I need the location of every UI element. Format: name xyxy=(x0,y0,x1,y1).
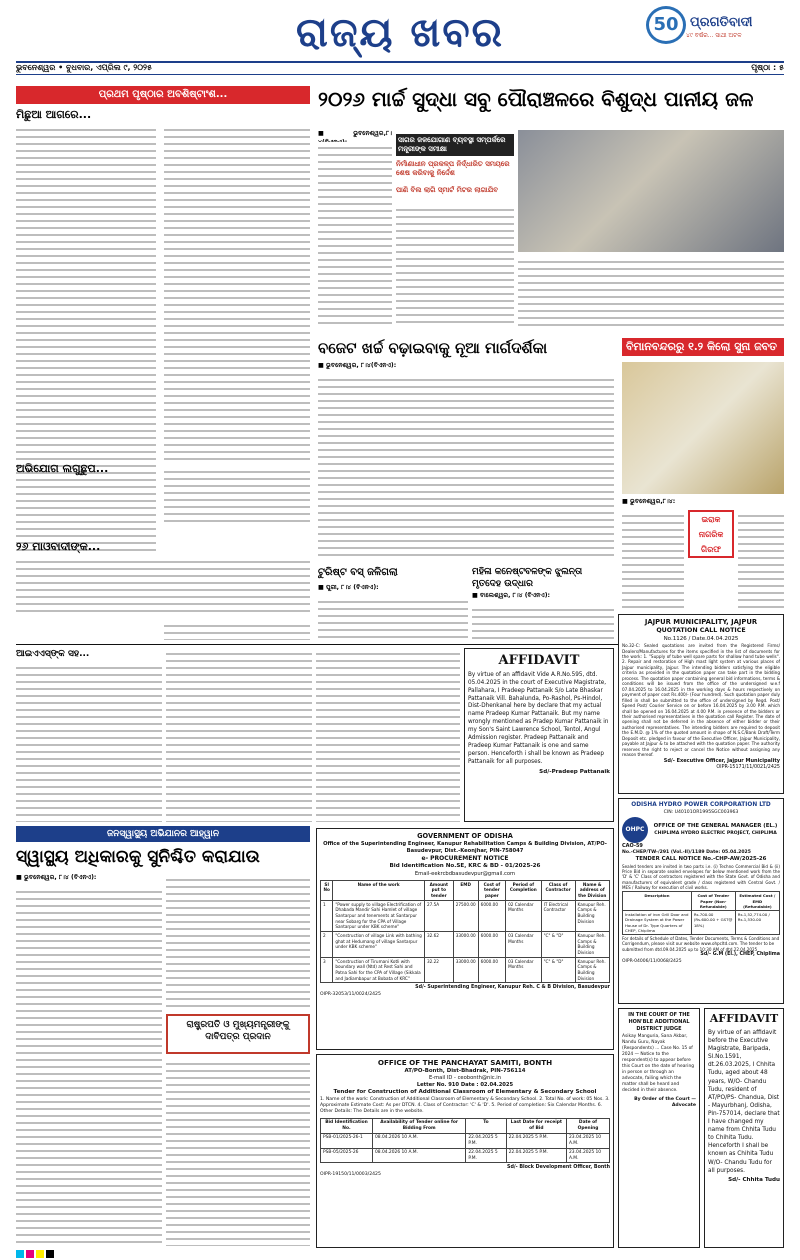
registration-marks xyxy=(16,1250,54,1258)
affidavit2-sign: Sd/- Chhita Tudu xyxy=(728,1176,780,1183)
city-date: ଭୁବନେଶ୍ୱର • ବୁଧବାର, ଏପ୍ରିଲ ୯, ୨୦୨୫ xyxy=(16,63,153,73)
ohpc-footer: For details of Schedule of Dates, Tender Documents, Terms & Conditions and Corrigendum, please visit our website www.ohpcltd.com. The tender to be submitted from dtd.09.04.2025 up to 10:30 AM of dtd.22.04.2025 xyxy=(622,936,780,952)
health-text-2 xyxy=(166,874,310,1010)
rehab-sign: Sd/- Superintending Engineer, Kanupur Reh. C & B Division, Basudevpur xyxy=(415,985,610,991)
lead-bullet-1: ନିର୍ମାଣାଧୀନ ପ୍ରକଳ୍ପ ନିର୍ଦ୍ଧାରିତ ସମୟରେ ଶେଷ କରିବାକୁ ନିର୍ଦ୍ଦେଶ xyxy=(396,160,510,178)
story-head-2: ଅଭିଯୋଗ ଲଗୁଛୁପ... xyxy=(16,462,109,475)
lead-side-head: ସାଗର ଜଳଯୋଗାଣ ବ୍ୟବସ୍ଥା ସମ୍ପର୍କରେ ମନ୍ତ୍ରୀଙ୍କ ସମୀକ୍ଷା xyxy=(396,134,514,156)
rehab-tender-ad xyxy=(316,828,614,1050)
court-title: IN THE COURT OF THE HON'BLE ADDITIONAL DISTRICT JUDGE xyxy=(628,1012,690,1032)
rehab-col-header: Class of Contractor xyxy=(541,880,575,900)
ohpc-office: OFFICE OF THE GENERAL MANAGER (EL.) xyxy=(653,823,778,830)
rehab-ipr: OIPR-32053/11/0024/2425 xyxy=(320,992,381,998)
budget-text xyxy=(318,374,614,558)
ohpc-plant: CHIPLIMA HYDRO ELECTRIC PROJECT, CHIPLIMA xyxy=(654,830,777,836)
page-number: ପୃଷ୍ଠା : ୫ xyxy=(751,63,784,73)
rehab-table-cell: 33000.00 xyxy=(453,957,478,983)
story-head-3: ୨୬ ମାଓବାଦୀଙ୍କ... xyxy=(16,540,101,553)
ohpc-cao: CAO-59 xyxy=(622,843,643,849)
rehab-table-cell: 27500.00 xyxy=(453,900,478,931)
lead-text-col-3 xyxy=(518,256,784,328)
rehab-table-cell: 2 xyxy=(321,931,333,957)
rehab-table-cell: "C" & "D" xyxy=(541,931,575,957)
jajpur-quotation-ad xyxy=(618,614,784,794)
rehab-table-cell: 27.5A xyxy=(424,900,453,931)
page-title: ରାଜ୍ୟ ଖବର xyxy=(296,9,504,56)
badge-line-3: ଗିରଫ xyxy=(701,545,721,554)
bonth-sign: Sd/- Block Development Officer, Bonth xyxy=(507,1165,610,1171)
yellow-mark xyxy=(36,1250,44,1258)
rehab-table-cell: "Power supply to village Electrification of Dhabada Mandir Sahi Hamlet of village Santarpur and tenements at Santarpur near Sobarg for the CPA of Village Santarpur under KBK scheme" xyxy=(333,900,425,931)
ohpc-sign: Sd/- G.M (El.), CHEP, Chiplima xyxy=(700,952,780,958)
rehab-col-header: Cost of tender paper xyxy=(478,880,505,900)
story-text-1 xyxy=(16,124,156,582)
ohpc-ipr: OIPR-04006/11/0068/2425 xyxy=(622,958,682,964)
bonth-table xyxy=(320,1118,610,1164)
bonth-table-cell: 08.04.2026 10 A.M. xyxy=(372,1148,465,1163)
rehab-table-cell: 6000.00 xyxy=(478,931,505,957)
rehab-gov: GOVERNMENT OF ODISHA xyxy=(417,832,513,840)
airport-headline: ବିମାନବନ୍ଦରରୁ ୧.୨ କିଲୋ ସୁନା ଜବତ xyxy=(622,338,784,356)
continued-text-3 xyxy=(316,648,460,822)
rehab-table-cell: 6000.00 xyxy=(478,900,505,931)
lead-text-col-1 xyxy=(318,142,392,328)
continued-text-2 xyxy=(166,648,312,822)
bonth-col-header: Date of Opening xyxy=(566,1118,609,1133)
budget-headline: ବଜେଟ ଖର୍ଚ୍ଚ ବଢ଼ାଇବାକୁ ନୂଆ ମାର୍ଗଦର୍ଶିକା xyxy=(318,339,548,357)
bonth-address: AT/PO-Bonth, Dist-Bhadrak, PIN-756114 xyxy=(404,1067,526,1074)
tourist-headline: ଟୁରିଷ୍ଟ ବସ୍ ଜଳିଗଲା xyxy=(318,567,398,578)
affidavit-ad-2 xyxy=(704,1008,784,1248)
rehab-bid: Bid Identification No.SE, KRC & BD - 01/2025-26 xyxy=(389,863,541,870)
ohpc-td-emd: Rs.1,52,774.00 / Rs.1,530.00 xyxy=(735,911,779,935)
affidavit2-body: By virtue of an affidavit before the Executive Magistrate, Baripada, Sl.No.1591, dt.26.03.2025, I Chhita Tudu, aged about 48 years, W/O- Chandu Tudu, resident of AT/PO/PS- Chandua, Dist - Mayurbhanj, Odisha, Pin-757014, declare that I have changed my name from Chhita Tudu to Chihita Tudu. Henceforth I shall be known as Chihita Tudu W/O- Chandu Tudu for all purposes. xyxy=(708,1029,780,1174)
affidavit2-title: AFFIDAVIT xyxy=(709,1012,779,1025)
magenta-mark xyxy=(26,1250,34,1258)
jajpur-sign: Sd/- Executive Officer, Jajpur Municipality xyxy=(663,757,780,764)
rehab-table-cell: 32.22 xyxy=(424,957,453,983)
anniversary-logo: 50 xyxy=(646,6,686,44)
bonth-email: E-mail ID - ceobonth@nic.in xyxy=(428,1075,502,1082)
bonth-ipr: OIPR-19150/11/0003/2425 xyxy=(320,1172,381,1178)
rehab-table-cell: Kanupur Reh. Camps & Building Division xyxy=(575,931,609,957)
lead-dateline: ■ ଭୁବନେଶ୍ୱର,୮। xyxy=(318,130,392,137)
health-text-3 xyxy=(166,1058,310,1246)
affidavit-title: AFFIDAVIT xyxy=(498,653,580,668)
bonth-col-header: Bid Identification No. xyxy=(321,1118,373,1133)
constable-headline: ମହିଳା କନେଷ୍ଟବଳଙ୍କ ଝୁଲନ୍ତା ମୃତଦେହ ଉଦ୍ଧାର xyxy=(472,567,583,589)
affidavit-ad-1 xyxy=(464,648,614,822)
ohpc-company: ODISHA HYDRO POWER CORPORATION LTD xyxy=(631,802,771,808)
story-text-1b xyxy=(164,124,310,464)
mid-left-text xyxy=(164,620,310,640)
jajpur-body: No.32-C: Sealed quotations are invited from the Registered Firms/ Dealers/Manufactures for the items specified in the list of documents for the work: 1. "Supply of tube well spare parts for shallow hand tube wells". 2. Repair and restoration of High mast light system at various places of Jajpur municipality, Jajpur. The intending bidders satisfying the eligible criteria as provided in the quotation paper can take part in the bidding process. The quotation paper containing general bid informations, terms & conditions will be issued from the office of the undersigned w.e.f 07.04.2025 to 16.04.2025 in the working days & hours respectively on payment of paper cost Rs.400/- (Four hundred). Such quotation paper duly filled in shall be submitted to the office of undersigned by Regd. Post/ Speed Post/ Courier Service on or before 16.04.2025 by 3.00 P.M. which shall be opened on 16.04.2025 at 4.00 P.M. in presence of the bidders or their authorised representatives in the quotation call Register. The date of opening shall not be deferred in the absence of either bidder or their authorised representatives. The intending bidders are required to deposit the E.M.D. @ 1% of the quoted amount in shape of N.S.C/Bank Draft/Term Deposit etc. pledged in favour of the Executive Officer, Jajpur Municipality, payable at Jajpur & to be attached with the quotation paper. The authority reserves the right to reject or cancel the Notice without assigning any reason thereof. xyxy=(622,643,780,758)
jajpur-title: JAJPUR MUNICIPALITY, JAJPUR xyxy=(644,618,758,626)
ohpc-th-desc: Description xyxy=(623,892,692,911)
rehab-table-cell: Kanupur Reh. Camps & Building Division xyxy=(575,957,609,983)
continued-banner: ପ୍ରଥମ ପୃଷ୍ଠାର ଅବଶିଷ୍ଟାଂଶ... xyxy=(16,86,310,104)
rehab-col-header: Sl No xyxy=(321,880,333,900)
badge-line-2: ନାଗରିକ xyxy=(698,530,724,539)
bonth-table-cell: 23.04.2025 10 A.M. xyxy=(566,1133,609,1148)
tourist-text xyxy=(318,596,468,640)
bonth-col-header: To xyxy=(466,1118,506,1133)
story-text-3 xyxy=(16,556,310,612)
health-text-1 xyxy=(16,886,162,1246)
bonth-body: 1. Name of the work: Construction of Additional Classroom of Elementary & Secondary School. 2. Total No. of work: 05 Nos. 3. Approximate Estimate Cost: As per DTCN. 4. Class of Contractor: 'C' & 'D'. 5. Period of completion: Six Calendar Months. 6. Other Details: The Details are in the website. xyxy=(320,1096,610,1115)
lead-bullet-2: ପାଣି ବିଲ ଲାଗି ସ୍ମାର୍ଟ ମିଟର ଲାଗାଯିବ xyxy=(396,186,499,194)
ohpc-td-desc: Installation of iron Grill Door and Drainage System at the Power House of Dr. Type Quarters of CHEP, Chiplima xyxy=(623,911,692,935)
bonth-table-cell: PSB-01/2025-26-1 xyxy=(321,1133,373,1148)
bonth-table-cell: 22.04.2025 5 P.M. xyxy=(466,1148,506,1163)
rehab-table-cell: 33000.00 xyxy=(453,931,478,957)
ohpc-td-cost: Rs.700.00 (Rs.600.00 + GST@ 18%) xyxy=(691,911,735,935)
meeting-photo xyxy=(518,130,784,252)
health-banner: ଜନସ୍ୱାସ୍ଥ୍ୟ ଅଭିଯାନର ଆହ୍ୱାନ xyxy=(16,826,310,842)
bonth-table-cell: 23.04.2025 10 A.M. xyxy=(566,1148,609,1163)
gold-seizure-photo xyxy=(622,362,784,494)
rehab-table-row xyxy=(321,900,610,931)
jajpur-ref: No.1126 / Date.04.04.2025 xyxy=(663,635,739,642)
rehab-table-cell: 03 Calendar Months xyxy=(506,957,542,983)
rehab-table-cell: 02 Calendar Months xyxy=(506,900,542,931)
rehab-table-cell: 1 xyxy=(321,900,333,931)
continued-head: ଆଇଏଏସ୍‌ଙ୍କ ସହ... xyxy=(16,649,90,659)
rehab-office: Office of the Superintending Engineer, Kanupur Rehabilitation Camps & Building Division, AT/PO-Basudevpur, Dist.-Keonjhar, PIN-758047 xyxy=(323,840,607,854)
ohpc-ref: No.-CHEP/TW-/291 (Vol.-II)/1189 Date: 05.04.2025 xyxy=(622,850,751,855)
rehab-table-cell: 03 Calendar Months xyxy=(506,931,542,957)
constable-dateline: ■ ବାଲେଶ୍ୱର, ୮।୪ (ବିଏନଏ): xyxy=(472,592,551,599)
rehab-table-row xyxy=(321,957,610,983)
badge-line-1: ଇରାକ xyxy=(701,515,721,524)
bonth-table-row xyxy=(321,1148,610,1163)
rehab-table-cell: "Construction of village Link with bathing ghat at Hedumang of village Santarpur under KBK scheme" xyxy=(333,931,425,957)
ohpc-logo: OHPC xyxy=(622,817,648,843)
jajpur-ipr: OIPR-15171/11/0021/2425 xyxy=(716,764,780,770)
affidavit-body: By virtue of an affidavit Vide A.R.No.595, dtd. 05.04.2025 in the court of Executive Magistrate, Pallahara, I Pradeep Pattanaik S/o Late Bhaskar Pattanaik Vill. Bahalunda, Po-Rashol, Ps-Hindol, Dist-Dhenkanal here by declare that my actual name Pradeep Kumar Pattanaik. But my name wrongly mentioned as Pradep Kumar Pattanaik in my Son's Saint Lawrence School, Tentol, Angul Admission register. Pradeep Pattanaik and Pradeep Kumar Pattanaik is one and same person. Henceforth i shall be known as Pradeep Pattanaik for all purposes. xyxy=(468,671,609,766)
bonth-table-row xyxy=(321,1133,610,1148)
bonth-table-cell: 22.04.2025 5 P.M. xyxy=(506,1133,566,1148)
court-sign: By Order of the Court — Advocate xyxy=(634,1096,696,1109)
rehab-col-header: EMD xyxy=(453,880,478,900)
rehab-email: Email-eekrcbdbasudevpur@gmail.com xyxy=(414,870,516,877)
rehab-col-header: Amount put to tender xyxy=(424,880,453,900)
ohpc-th-emd: Estimated Cost / EMD (Refundable) xyxy=(735,892,779,911)
story-head-1: ମିଛୁଆ ଆଗରେ... xyxy=(16,108,92,121)
ohpc-body: Sealed tenders are invited in two parts i.e. (i) Techno Commercial Bid & (ii) Price Bid in separate sealed envelopes for below mentioned work from the 'D' & 'C' Class of contractors registered with the State Govt. of Odisha and manufacturers of equivalent grade / class registered with Central Govt. / MES / Railway for execution of civil works. xyxy=(622,863,780,890)
airport-badge xyxy=(688,510,734,558)
continued-text-1 xyxy=(16,662,162,822)
ohpc-tender-ad xyxy=(618,798,784,1004)
newspaper-brand: ପ୍ରଗତିବାଦୀ xyxy=(690,15,753,30)
bonth-table-cell: 22.04.2025 5 P.M. xyxy=(506,1148,566,1163)
cyan-mark xyxy=(16,1250,24,1258)
rehab-col-header: Period of Completion xyxy=(506,880,542,900)
bonth-table-cell: PSB-05/2025-26 xyxy=(321,1148,373,1163)
rehab-table-cell: Kanupur Reh. Camps & Building Division xyxy=(575,900,609,931)
brand-tagline: ୪୯ ବର୍ଷର... ସାଥୀ ଅଟଳ xyxy=(686,32,742,39)
airport-text xyxy=(622,510,684,610)
bonth-col-header: Last Date for receipt of Bid xyxy=(506,1118,566,1133)
lead-text-col-2 xyxy=(396,204,514,328)
story-text-2 xyxy=(164,466,310,526)
rehab-notice: e- PROCUREMENT NOTICE xyxy=(421,854,509,862)
rehab-table-cell: 6000.00 xyxy=(478,957,505,983)
jajpur-subtitle: QUOTATION CALL NOTICE xyxy=(656,627,746,635)
bonth-col-header: Availability of Tender online for Bidding From xyxy=(372,1118,465,1133)
affidavit-sign: Sd/-Pradeep Pattanaik xyxy=(539,769,610,776)
lead-headline: ୨୦୨୬ ମାର୍ଚ୍ଚ ସୁଦ୍ଧା ସବୁ ପୌରାଞ୍ଚଳରେ ବିଶୁଦ୍ଧ ପାନୀୟ ଜଳ xyxy=(318,87,754,111)
tourist-dateline: ■ ପୁରୀ, ୮।୪ (ବିଏନଏ): xyxy=(318,584,379,591)
ohpc-notice-title: TENDER CALL NOTICE No.-CHP-AW/2025-26 xyxy=(635,856,767,863)
rehab-table-cell: "Construction of Tirumani Kotli with boundary wall (Ntd) at Rest Sahi and Patna Sahi for the CPA of Village (Sikkala and Jadiambapur at Bobata of KRC" xyxy=(333,957,425,983)
rehab-table xyxy=(320,880,610,984)
court-body: Asikay Manguria, Sana Akbar, Nandu Guru, Nayak (Respondents) ... Case No. 15 of 2024 — Notice to the respondent(s) to appear before this Court on the date of hearing in person or through an advocate, failing which the matter shall be heard and decided in their absence. xyxy=(622,1034,695,1093)
rehab-table-cell: 32.62 xyxy=(424,931,453,957)
court-notice-ad xyxy=(618,1008,700,1248)
bonth-title: OFFICE OF THE PANCHAYAT SAMITI, BONTH xyxy=(377,1058,553,1067)
bonth-notice: Tender for Construction of Additional Classroom of Elementary & Secondary School xyxy=(333,1089,597,1096)
date-bar xyxy=(16,61,784,75)
bonth-letter: Letter No. 910 Date : 02.04.2025 xyxy=(416,1082,514,1089)
health-headline: ସ୍ୱାସ୍ଥ୍ୟ ଅଧିକାରକୁ ସୁନିଶ୍ଚିତ କରାଯାଉ xyxy=(16,847,260,867)
rehab-table-cell: "C" & "D" xyxy=(541,957,575,983)
bonth-table-cell: 08.04.2026 10 A.M. xyxy=(372,1133,465,1148)
bonth-tender-ad xyxy=(316,1054,614,1248)
rehab-table-cell: IT Electrical Contractor xyxy=(541,900,575,931)
health-box-head: ରାଷ୍ଟ୍ରପତି ଓ ମୁଖ୍ୟମନ୍ତ୍ରୀଙ୍କୁ ଦାବିପତ୍ର ପ୍ରଦାନ xyxy=(166,1014,310,1054)
rehab-table-row xyxy=(321,931,610,957)
bonth-table-cell: 22.04.2025 5 P.M. xyxy=(466,1133,506,1148)
rehab-table-cell: 3 xyxy=(321,957,333,983)
ohpc-th-cost: Cost of Tender Paper (Non-Refundable) xyxy=(691,892,735,911)
airport-dateline: ■ ଭୁବନେଶ୍ୱର,୮।୪: xyxy=(622,498,676,505)
ohpc-table xyxy=(622,891,780,935)
black-mark xyxy=(46,1250,54,1258)
health-dateline: ■ ଭୁବନେଶ୍ୱର, ୮।୪ (ବିଏନଏ): xyxy=(16,874,97,881)
rehab-col-header: Name & address of the Division xyxy=(575,880,609,900)
rehab-col-header: Name of the work xyxy=(333,880,425,900)
budget-dateline: ■ ଭୁବନେଶ୍ୱର, ୮।୪(ବିଏନଏ): xyxy=(318,362,397,369)
airport-text-b xyxy=(738,510,784,610)
constable-text xyxy=(472,604,614,640)
ohpc-cin: CIN: U40101OR1995SGC003963 xyxy=(663,809,739,815)
